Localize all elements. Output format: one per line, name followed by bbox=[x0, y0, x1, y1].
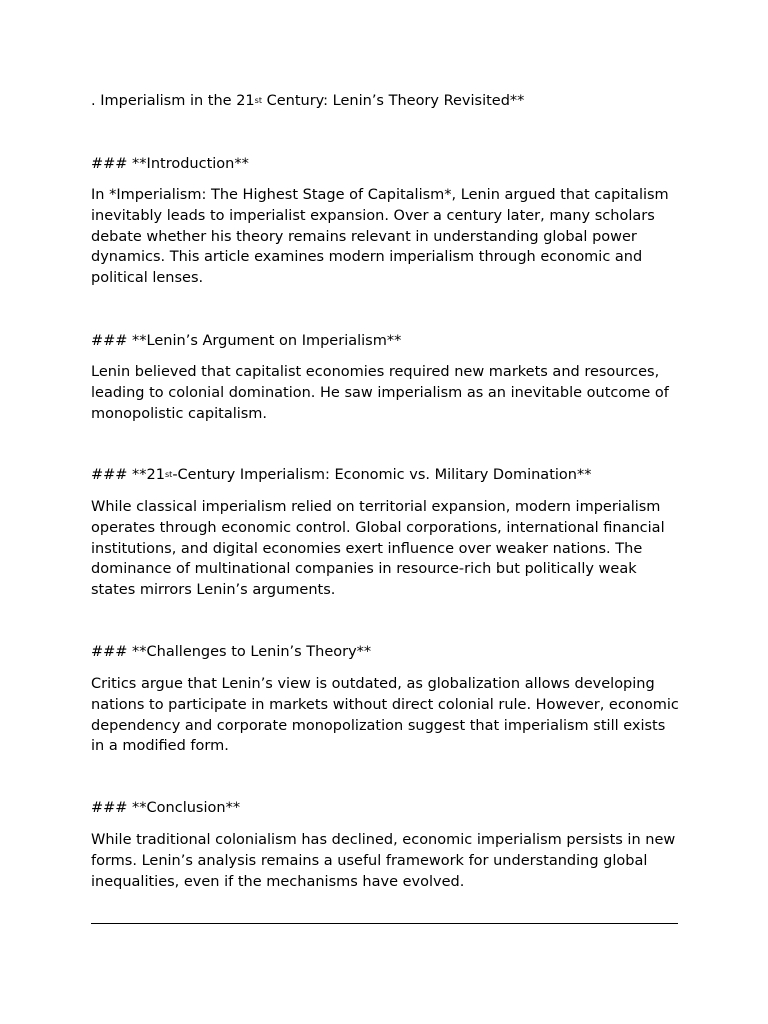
title-prefix: . Imperialism in the 21 bbox=[91, 93, 255, 109]
document-title bbox=[91, 91, 524, 112]
title-suffix: Century: Lenin’s Theory Revisited** bbox=[261, 93, 525, 109]
section-body-lenin-argument: Lenin believed that capitalist economies required new markets and resources, leading to colonial domination. He saw imperialism as an inevitable outcome of monopolistic capitalism. bbox=[91, 364, 669, 422]
heading-superscript: st bbox=[165, 470, 173, 479]
section-body-conclusion: While traditional colonialism has declined, economic imperialism persists in new forms. Lenin’s analysis remains a useful framework for understanding global inequalities, even if the mechanisms have evolved. bbox=[91, 832, 676, 890]
section-heading-challenges: ### **Challenges to Lenin’s Theory** bbox=[91, 644, 372, 660]
heading-prefix: ### **21 bbox=[91, 467, 166, 483]
section-body-21st-century: While classical imperialism relied on territorial expansion, modern imperialism operates through economic control. Global corporations, international financial institutions, and digital economies exert influence over weaker nations. The dominance of multinational companies in resource-rich but politically weak states mirrors Lenin’s arguments. bbox=[91, 499, 665, 599]
horizontal-rule bbox=[91, 923, 678, 924]
section-body-challenges: Critics argue that Lenin’s view is outdated, as globalization allows developing nations to participate in markets without direct colonial rule. However, economic dependency and corporate monopolization suggest that imperialism still exists in a modified form. bbox=[91, 676, 679, 755]
section-heading-lenin-argument: ### **Lenin’s Argument on Imperialism** bbox=[91, 333, 402, 349]
section-heading-21st-century bbox=[91, 465, 591, 486]
section-body-introduction: In *Imperialism: The Highest Stage of Capitalism*, Lenin argued that capitalism inevitably leads to imperialist expansion. Over a century later, many scholars debate whether his theory remains relevant in understanding global power dynamics. This article examines modern imperialism through economic and political lenses. bbox=[91, 187, 669, 287]
section-heading-introduction: ### **Introduction** bbox=[91, 156, 249, 172]
heading-suffix: -Century Imperialism: Economic vs. Military Domination** bbox=[172, 467, 592, 483]
section-heading-conclusion: ### **Conclusion** bbox=[91, 800, 241, 816]
title-superscript: st bbox=[254, 96, 262, 105]
